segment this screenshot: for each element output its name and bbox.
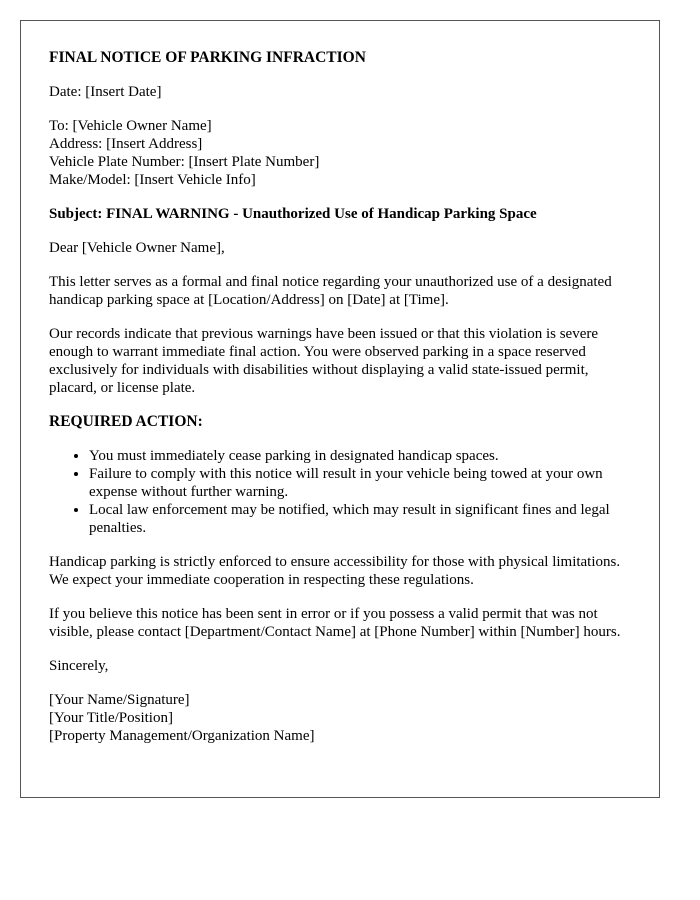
paragraph-enforcement: Handicap parking is strictly enforced to ensure accessibility for those with physical limitations. We expect your immediate cooperation in respecting these regulations. xyxy=(49,554,621,588)
signature-lines xyxy=(49,691,631,745)
date-line: Date: [Insert Date] xyxy=(49,84,162,100)
signature-block xyxy=(49,657,631,745)
paragraph-contact: If you believe this notice has been sent in error or if you possess a valid permit that was not visible, please contact [Department/Contact Name] at [Phone Number] within [Number] hours. xyxy=(49,606,621,640)
vehicle-make-model: Make/Model: [Insert Vehicle Info] xyxy=(49,172,256,188)
recipient-address: Address: [Insert Address] xyxy=(49,136,203,152)
required-action-list xyxy=(49,447,631,537)
subject-line xyxy=(49,205,631,223)
signer-title: [Your Title/Position] xyxy=(49,710,173,726)
signer-organization: [Property Management/Organization Name] xyxy=(49,728,315,744)
letter-page xyxy=(20,20,660,798)
recipient-name: To: [Vehicle Owner Name] xyxy=(49,118,212,134)
subject-text: FINAL WARNING - Unauthorized Use of Handicap Parking Space xyxy=(106,206,537,222)
vehicle-plate: Vehicle Plate Number: [Insert Plate Number] xyxy=(49,154,320,170)
subject-label: Subject: xyxy=(49,206,103,222)
letter-title: FINAL NOTICE OF PARKING INFRACTION xyxy=(49,49,366,66)
salutation: Dear [Vehicle Owner Name], xyxy=(49,240,225,256)
paragraph-records: Our records indicate that previous warnings have been issued or that this violation is severe enough to warrant immediate final action. You were observed parking in a space reserved exclusively for individuals with disabilities without displaying a valid state-issued permit, placard, or license plate. xyxy=(49,326,599,396)
list-item: • You must immediately cease parking in designated handicap spaces. xyxy=(89,447,631,465)
list-item: • Local law enforcement may be notified, which may result in significant fines and legal penalties. xyxy=(89,501,631,537)
required-action-heading: REQUIRED ACTION: xyxy=(49,413,203,430)
closing: Sincerely, xyxy=(49,658,109,674)
paragraph-notice: This letter serves as a formal and final notice regarding your unauthorized use of a designated handicap parking space at [Location/Address] on [Date] at [Time]. xyxy=(49,274,612,308)
list-item: • Failure to comply with this notice will result in your vehicle being towed at your own expense without further warning. xyxy=(89,465,631,501)
signer-name: [Your Name/Signature] xyxy=(49,692,190,708)
recipient-block xyxy=(49,117,631,189)
